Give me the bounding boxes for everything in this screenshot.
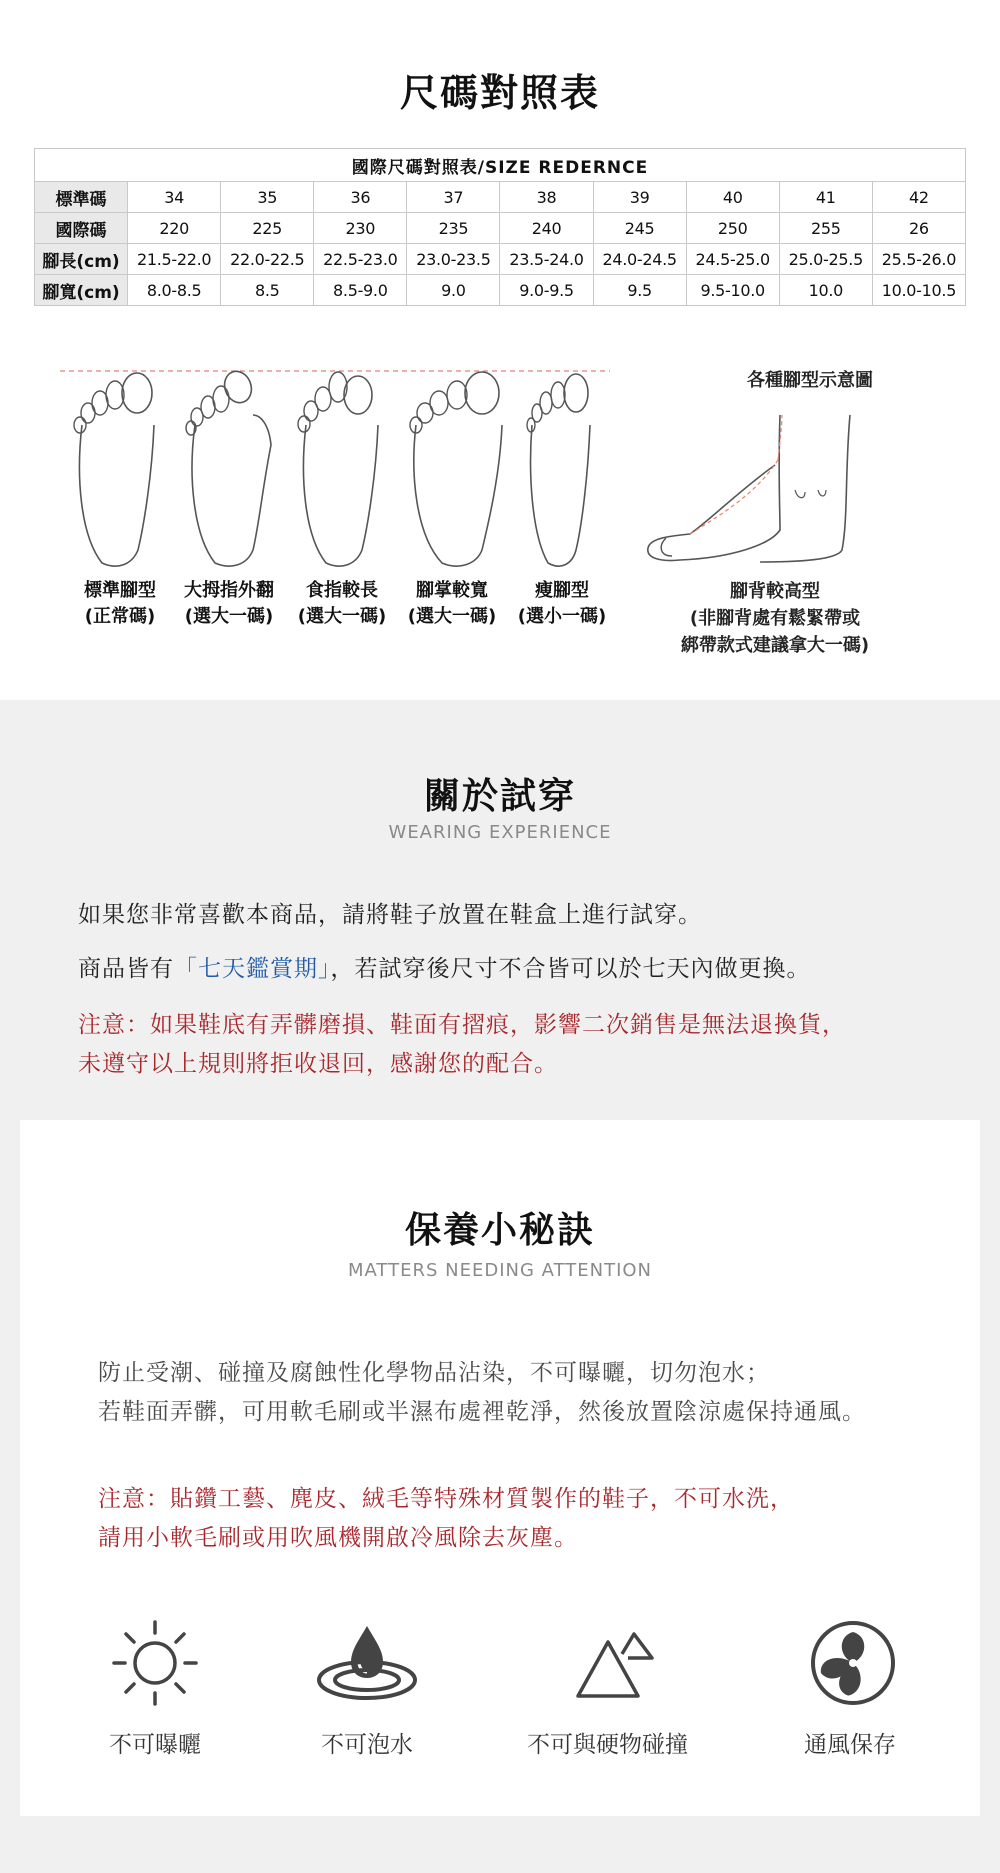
care-line-2: 若鞋面弄髒，可用軟毛刷或半濕布處裡乾淨，然後放置陰涼處保持通風。 <box>98 1399 866 1425</box>
table-caption-row <box>35 149 966 182</box>
row-label: 腳寬(cm) <box>35 275 128 306</box>
table-cell: 25.0-25.5 <box>779 244 872 275</box>
care-subtitle: MATTERS NEEDING ATTENTION <box>347 1260 653 1281</box>
table-cell: 24.5-25.0 <box>686 244 779 275</box>
care-note-line-2: 請用小軟毛刷或用吹風機開啟冷風除去灰塵。 <box>98 1525 578 1551</box>
foot-type-label <box>288 578 396 630</box>
row-label: 國際碼 <box>35 213 128 244</box>
foot-high-instep-icon <box>640 410 860 570</box>
fan-icon <box>808 1618 898 1708</box>
try-on-section <box>0 700 1000 1120</box>
foot-type-name: 食指較長 <box>306 580 378 601</box>
trial-period-highlight: 「七天鑑賞期」 <box>174 956 331 982</box>
table-cell: 39 <box>593 182 686 213</box>
foot-bunion-icon <box>183 365 278 570</box>
mountain-icon <box>570 1618 660 1708</box>
try-on-line-2-post: ，若試穿後尺寸不合皆可以於七天內做更換。 <box>330 956 811 982</box>
care-title: 保養小秘訣 <box>404 1210 595 1251</box>
foot-type-name: 腳掌較寬 <box>416 580 488 601</box>
foot-type-advice: (正常碼) <box>84 606 156 627</box>
table-cell: 34 <box>128 182 221 213</box>
table-cell: 38 <box>500 182 593 213</box>
size-chart-title: 尺碼對照表 <box>399 71 600 115</box>
try-on-note-line-1: 注意：如果鞋底有弄髒磨損、鞋面有摺痕，影響二次銷售是無法退換貨， <box>78 1012 846 1038</box>
care-icon-label: 通風保存 <box>804 1732 896 1758</box>
table-cell: 9.5 <box>593 275 686 306</box>
foot-type-advice: (非腳背處有鬆緊帶或 <box>689 608 861 629</box>
try-on-subtitle: WEARING EXPERIENCE <box>388 822 612 843</box>
table-cell: 26 <box>872 213 965 244</box>
sun-icon <box>110 1618 200 1708</box>
table-cell: 8.0-8.5 <box>128 275 221 306</box>
table-row <box>35 213 966 244</box>
table-cell: 23.0-23.5 <box>407 244 500 275</box>
table-cell: 245 <box>593 213 686 244</box>
table-cell: 10.0 <box>779 275 872 306</box>
foot-type-advice: (選大一碼) <box>184 606 274 627</box>
table-cell: 10.0-10.5 <box>872 275 965 306</box>
table-cell: 250 <box>686 213 779 244</box>
try-on-line-2-pre: 商品皆有 <box>78 956 174 982</box>
table-cell: 23.5-24.0 <box>500 244 593 275</box>
care-note-line-1: 注意：貼鑽工藝、麂皮、絨毛等特殊材質製作的鞋子，不可水洗， <box>98 1486 794 1512</box>
table-cell: 37 <box>407 182 500 213</box>
table-cell: 21.5-22.0 <box>128 244 221 275</box>
table-caption: 國際尺碼對照表/SIZE REDERNCE <box>35 149 966 182</box>
foot-type-label <box>508 578 616 630</box>
table-cell: 22.5-23.0 <box>314 244 407 275</box>
table-cell: 40 <box>686 182 779 213</box>
foot-diagram-title: 各種腳型示意圖 <box>747 370 873 391</box>
foot-type-advice: 綁帶款式建議拿大一碼) <box>680 635 870 656</box>
size-table <box>34 148 966 306</box>
foot-standard-icon <box>72 365 162 570</box>
table-cell: 9.5-10.0 <box>686 275 779 306</box>
table-cell: 9.0-9.5 <box>500 275 593 306</box>
foot-wide-icon <box>408 365 508 570</box>
table-cell: 240 <box>500 213 593 244</box>
foot-long-toe-icon <box>296 365 386 570</box>
table-row <box>35 275 966 306</box>
foot-type-name: 瘦腳型 <box>535 580 589 601</box>
care-icon-label: 不可曝曬 <box>109 1732 201 1758</box>
try-on-note-line-2: 未遵守以上規則將拒收退回，感謝您的配合。 <box>78 1051 558 1077</box>
try-on-line-1: 如果您非常喜歡本商品，請將鞋子放置在鞋盒上進行試穿。 <box>78 902 702 928</box>
table-row <box>35 244 966 275</box>
table-cell: 35 <box>221 182 314 213</box>
table-cell: 9.0 <box>407 275 500 306</box>
foot-high-instep-label <box>640 578 910 659</box>
care-icon-label: 不可與硬物碰撞 <box>527 1732 688 1758</box>
table-cell: 25.5-26.0 <box>872 244 965 275</box>
try-on-line-2 <box>78 950 811 983</box>
care-icon-label: 不可泡水 <box>321 1732 413 1758</box>
table-cell: 8.5-9.0 <box>314 275 407 306</box>
row-label: 腳長(cm) <box>35 244 128 275</box>
table-cell: 255 <box>779 213 872 244</box>
try-on-title: 關於試穿 <box>423 776 576 817</box>
table-row <box>35 182 966 213</box>
size-chart-section <box>0 0 1000 700</box>
table-cell: 230 <box>314 213 407 244</box>
foot-type-label <box>68 578 172 630</box>
care-section <box>20 1120 980 1816</box>
foot-type-name: 腳背較高型 <box>730 581 820 602</box>
row-label: 標準碼 <box>35 182 128 213</box>
foot-type-label <box>174 578 284 630</box>
water-drop-icon <box>315 1618 420 1708</box>
foot-type-advice: (選小一碼) <box>517 606 607 627</box>
foot-type-advice: (選大一碼) <box>297 606 387 627</box>
table-cell: 36 <box>314 182 407 213</box>
table-cell: 225 <box>221 213 314 244</box>
table-cell: 8.5 <box>221 275 314 306</box>
table-cell: 24.0-24.5 <box>593 244 686 275</box>
foot-type-advice: (選大一碼) <box>407 606 497 627</box>
table-cell: 41 <box>779 182 872 213</box>
foot-type-name: 大拇指外翻 <box>184 580 274 601</box>
foot-type-name: 標準腳型 <box>84 580 156 601</box>
table-cell: 42 <box>872 182 965 213</box>
table-cell: 22.0-22.5 <box>221 244 314 275</box>
care-line-1: 防止受潮、碰撞及腐蝕性化學物品沾染，不可曝曬，切勿泡水； <box>98 1360 770 1386</box>
table-cell: 220 <box>128 213 221 244</box>
foot-type-label <box>398 578 506 630</box>
table-cell: 235 <box>407 213 500 244</box>
foot-slim-icon <box>524 365 596 570</box>
